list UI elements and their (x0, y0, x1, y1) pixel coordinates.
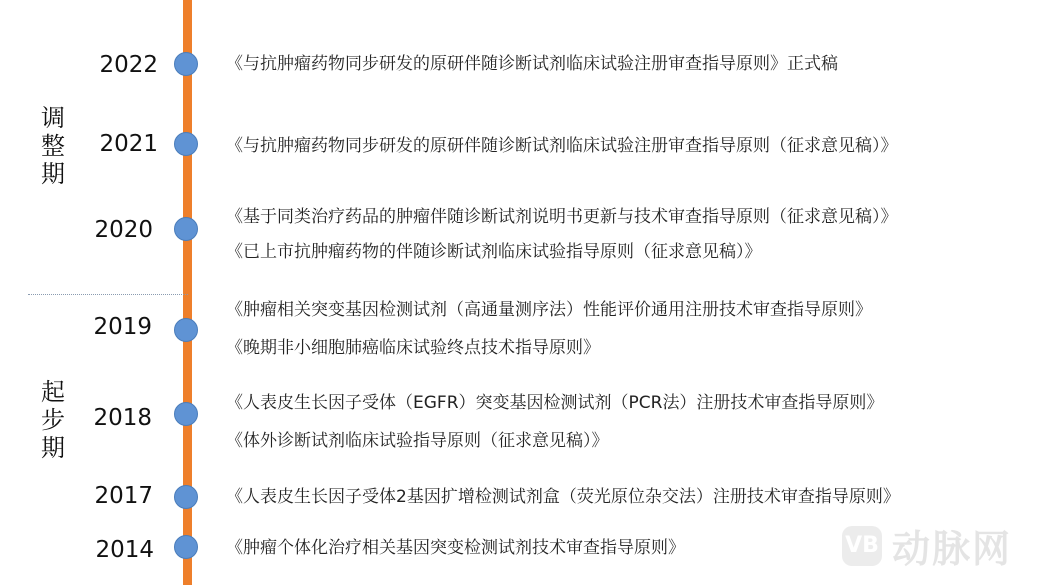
timeline-entry: 《体外诊断试剂临床试验指导原则（征求意见稿）》 (226, 431, 609, 451)
timeline-node (174, 402, 198, 426)
timeline-node (174, 485, 198, 509)
timeline-entry: 《与抗肿瘤药物同步研发的原研伴随诊断试剂临床试验注册审查指导原则（征求意见稿）》 (226, 136, 898, 156)
year-label: 2014 (95, 537, 154, 563)
year-label: 2019 (93, 314, 152, 340)
timeline-entry: 《晚期非小细胞肺癌临床试验终点技术指导原则》 (226, 338, 600, 358)
year-label: 2021 (99, 131, 158, 157)
timeline-entry: 《肿瘤个体化治疗相关基因突变检测试剂技术审查指导原则》 (226, 538, 685, 558)
timeline-node (174, 52, 198, 76)
timeline-node (174, 318, 198, 342)
phase-divider (28, 294, 188, 295)
year-label: 2020 (94, 217, 153, 243)
timeline-node (174, 535, 198, 559)
year-label: 2018 (93, 405, 152, 431)
timeline-entry: 《已上市抗肿瘤药物的伴随诊断试剂临床试验指导原则（征求意见稿）》 (226, 242, 762, 262)
phase-label-adjustment: 调整期 (41, 104, 65, 188)
timeline-node (174, 217, 198, 241)
timeline-entry: 《肿瘤相关突变基因检测试剂（高通量测序法）性能评价通用注册技术审查指导原则》 (226, 300, 872, 320)
timeline-node (174, 132, 198, 156)
timeline-entry: 《基于同类治疗药品的肿瘤伴随诊断试剂说明书更新与技术审查指导原则（征求意见稿）》 (226, 207, 898, 227)
timeline-entry: 《人表皮生长因子受体（EGFR）突变基因检测试剂（PCR法）注册技术审查指导原则》 (226, 393, 884, 413)
timeline-entry: 《与抗肿瘤药物同步研发的原研伴随诊断试剂临床试验注册审查指导原则》正式稿 (226, 54, 838, 74)
timeline-entry: 《人表皮生长因子受体2基因扩增检测试剂盒（荧光原位杂交法）注册技术审查指导原则》 (226, 487, 900, 507)
year-label: 2022 (99, 52, 158, 78)
year-label: 2017 (94, 483, 153, 509)
watermark-text: 动脉网 (892, 527, 1013, 571)
phase-label-initial: 起步期 (41, 378, 65, 462)
watermark (842, 518, 1012, 573)
watermark-logo-icon: VB (842, 526, 882, 566)
